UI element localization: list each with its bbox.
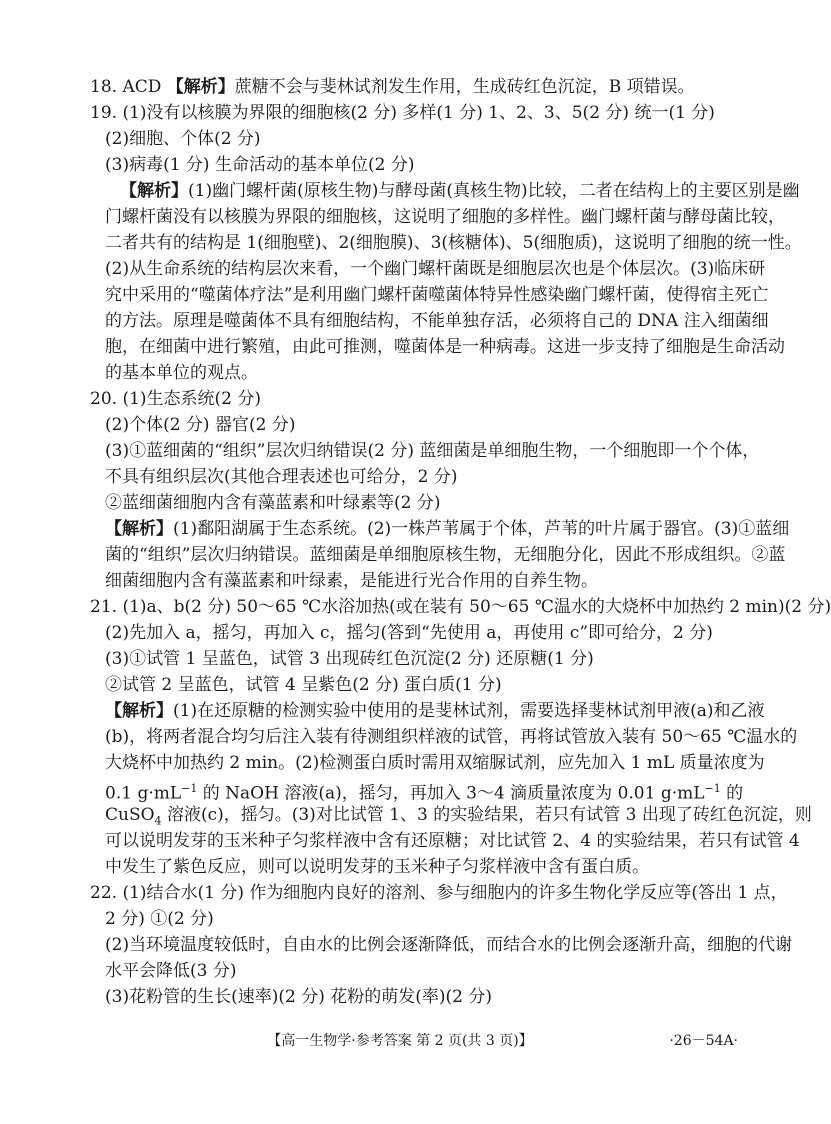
text-line xyxy=(90,802,812,828)
line-text: (2)从生命系统的结构层次来看，一个幽门螺杆菌既是细胞层次也是个体层次。(3)临床研 xyxy=(105,259,766,279)
line-text: 大烧杯中加热约 2 min。(2)检测蛋白质时需用双缩脲试剂，应先加入 1 mL 质量浓度为 xyxy=(105,753,765,773)
line-text: 胞，在细菌中进行繁殖，由此可推测，噬菌体是一种病毒。这进一步支持了细胞是生命活动 xyxy=(105,337,785,357)
line-text: 中发生了紫色反应，则可以说明发芽的玉米种子匀浆样液中含有蛋白质。 xyxy=(105,857,649,877)
line-text: 的方法。原理是噬菌体不具有细胞结构，不能单独存活，必须将自己的 DNA 注入细菌细 xyxy=(105,311,769,331)
line-text: (2)当环境温度较低时，自由水的比例会逐渐降低，而结合水的比例会逐渐升高，细胞的代谢 xyxy=(105,935,793,955)
line-text: (1)在还原糖的检测实验中使用的是斐林试剂，需要选择斐林试剂甲液(a)和乙液 xyxy=(173,701,765,721)
line-text: 二者共有的结构是 1(细胞壁)、2(细胞膜)、3(核糖体)、5(细胞质)，这说明了细胞的统一性。 xyxy=(105,233,802,253)
line-text: (b)，将两者混合均匀后注入装有待测组织样液的试管，再将试管放入装有 50～65 ℃温水的 xyxy=(105,727,798,747)
text-line xyxy=(90,74,740,100)
text-line xyxy=(90,854,740,880)
line-text: (3)①蓝细菌的“组织”层次归纳错误(2 分) 蓝细菌是单细胞生物，一个细胞即一个个体， xyxy=(105,441,760,461)
footer-code: ·26－54A· xyxy=(669,1033,738,1049)
line-text: 蔗糖不会与斐林试剂发生作用，生成砖红色沉淀，B 项错误。 xyxy=(234,77,695,97)
text-line xyxy=(90,126,740,152)
text-line xyxy=(90,620,740,646)
subscript: 4 xyxy=(154,814,162,828)
line-text: 水平会降低(3 分) xyxy=(105,961,237,981)
superscript: −1 xyxy=(704,782,721,795)
text-line xyxy=(90,776,744,804)
text-line xyxy=(90,386,740,412)
line-text: ②试管 2 呈蓝色，试管 4 呈紫色(2 分) 蛋白质(1 分) xyxy=(105,675,502,695)
line-text: 0.1 g·mL xyxy=(105,783,182,804)
line-text: (2)先加入 a，摇匀，再加入 c，摇匀(答到“先使用 a，再使用 c”即可给分，2 分) xyxy=(105,623,713,643)
text-line xyxy=(90,152,740,178)
line-text: 的基本单位的观点。 xyxy=(105,363,258,383)
text-line xyxy=(90,334,785,360)
text-line xyxy=(90,594,831,620)
line-text: (3)花粉管的生长(速率)(2 分) 花粉的萌发(率)(2 分) xyxy=(105,987,492,1007)
analysis-label: 【解析】 xyxy=(120,181,188,201)
line-text: 22. (1)结合水(1 分) 作为细胞内良好的溶剂、参与细胞内的许多生物化学反应等(答出 1 点， xyxy=(90,883,788,903)
text-line xyxy=(90,906,740,932)
line-text: (2)细胞、个体(2 分) xyxy=(105,129,261,149)
line-text: (2)个体(2 分) 器官(2 分) xyxy=(105,415,296,435)
line-text: (3)①试管 1 呈蓝色，试管 3 出现砖红色沉淀(2 分) 还原糖(1 分) xyxy=(105,649,594,669)
text-line xyxy=(90,256,766,282)
line-text: (3)病毒(1 分) 生命活动的基本单位(2 分) xyxy=(105,155,415,175)
line-text: 21. (1)a、b(2 分) 50～65 ℃水浴加热(或在装有 50～65 ℃温水的大烧杯中加热约 2 min)(2 分) xyxy=(90,597,831,617)
line-text: 18. ACD xyxy=(90,77,167,97)
superscript: −1 xyxy=(181,782,198,795)
text-line xyxy=(90,958,740,984)
line-text: 菌的“组织”层次归纳错误。蓝细菌是单细胞原核生物，无细胞分化，因此不形成组织。②蓝 xyxy=(105,545,786,565)
line-text: 可以说明发芽的玉米种子匀浆样液中含有还原糖；对比试管 2、4 的实验结果，若只有试管 4 xyxy=(105,831,800,851)
line-text: ②蓝细菌细胞内含有藻蓝素和叶绿素等(2 分) xyxy=(105,493,441,513)
text-line xyxy=(90,516,790,542)
line-text: 2 分) ①(2 分) xyxy=(105,909,214,929)
answer-content xyxy=(90,74,831,1010)
text-line xyxy=(90,178,800,204)
text-line xyxy=(90,282,769,308)
line-text: 门螺杆菌没有以核膜为界限的细胞核，这说明了细胞的多样性。幽门螺杆菌与酵母菌比较， xyxy=(105,207,785,227)
footer-title: 【高一生物学·参考答案 第 2 页(共 3 页)】 xyxy=(267,1033,533,1049)
line-text: 溶液(c)，摇匀。(3)对比试管 1、3 的实验结果，若只有试管 3 出现了砖红色沉淀，则 xyxy=(161,805,812,825)
analysis-label: 【解析】 xyxy=(105,519,173,539)
text-line xyxy=(90,230,802,256)
line-text: 究中采用的“噬菌体疗法”是利用幽门螺杆菌噬菌体特异性感染幽门螺杆菌，使得宿主死亡 xyxy=(105,285,769,305)
text-line xyxy=(90,490,740,516)
text-line xyxy=(90,932,793,958)
line-text: (1)幽门螺杆菌(原核生物)与酵母菌(真核生物)比较，二者在结构上的主要区别是幽 xyxy=(188,181,800,201)
text-line xyxy=(90,724,798,750)
text-line xyxy=(90,308,769,334)
text-line xyxy=(90,984,740,1010)
text-line xyxy=(90,672,740,698)
text-line xyxy=(90,438,760,464)
text-line xyxy=(90,828,800,854)
text-line xyxy=(90,880,788,906)
text-line xyxy=(90,360,740,386)
text-line xyxy=(90,646,740,672)
line-text: 细菌细胞内含有藻蓝素和叶绿素，是能进行光合作用的自养生物。 xyxy=(105,571,598,591)
line-text: 的 NaOH 溶液(a)，摇匀，再加入 3～4 滴质量浓度为 0.01 g·mL xyxy=(197,783,705,804)
text-line xyxy=(90,100,740,126)
line-text: (1)鄱阳湖属于生态系统。(2)一株芦苇属于个体，芦苇的叶片属于器官。(3)①蓝细 xyxy=(173,519,790,539)
line-text: 20. (1)生态系统(2 分) xyxy=(90,389,262,409)
line-text: 的 xyxy=(720,783,744,804)
text-line xyxy=(90,750,765,776)
text-line xyxy=(90,412,740,438)
text-line xyxy=(90,542,786,568)
text-line xyxy=(90,698,765,724)
analysis-label: 【解析】 xyxy=(105,701,173,721)
line-text: CuSO xyxy=(105,805,155,825)
text-line xyxy=(90,464,740,490)
analysis-label: 【解析】 xyxy=(166,77,235,97)
text-line xyxy=(90,204,785,230)
line-text: 不具有组织层次(其他合理表述也可给分，2 分) xyxy=(105,467,458,487)
line-text: 19. (1)没有以核膜为界限的细胞核(2 分) 多样(1 分) 1、2、3、5(2 分) 统一(1 分) xyxy=(90,103,715,123)
text-line xyxy=(90,568,740,594)
